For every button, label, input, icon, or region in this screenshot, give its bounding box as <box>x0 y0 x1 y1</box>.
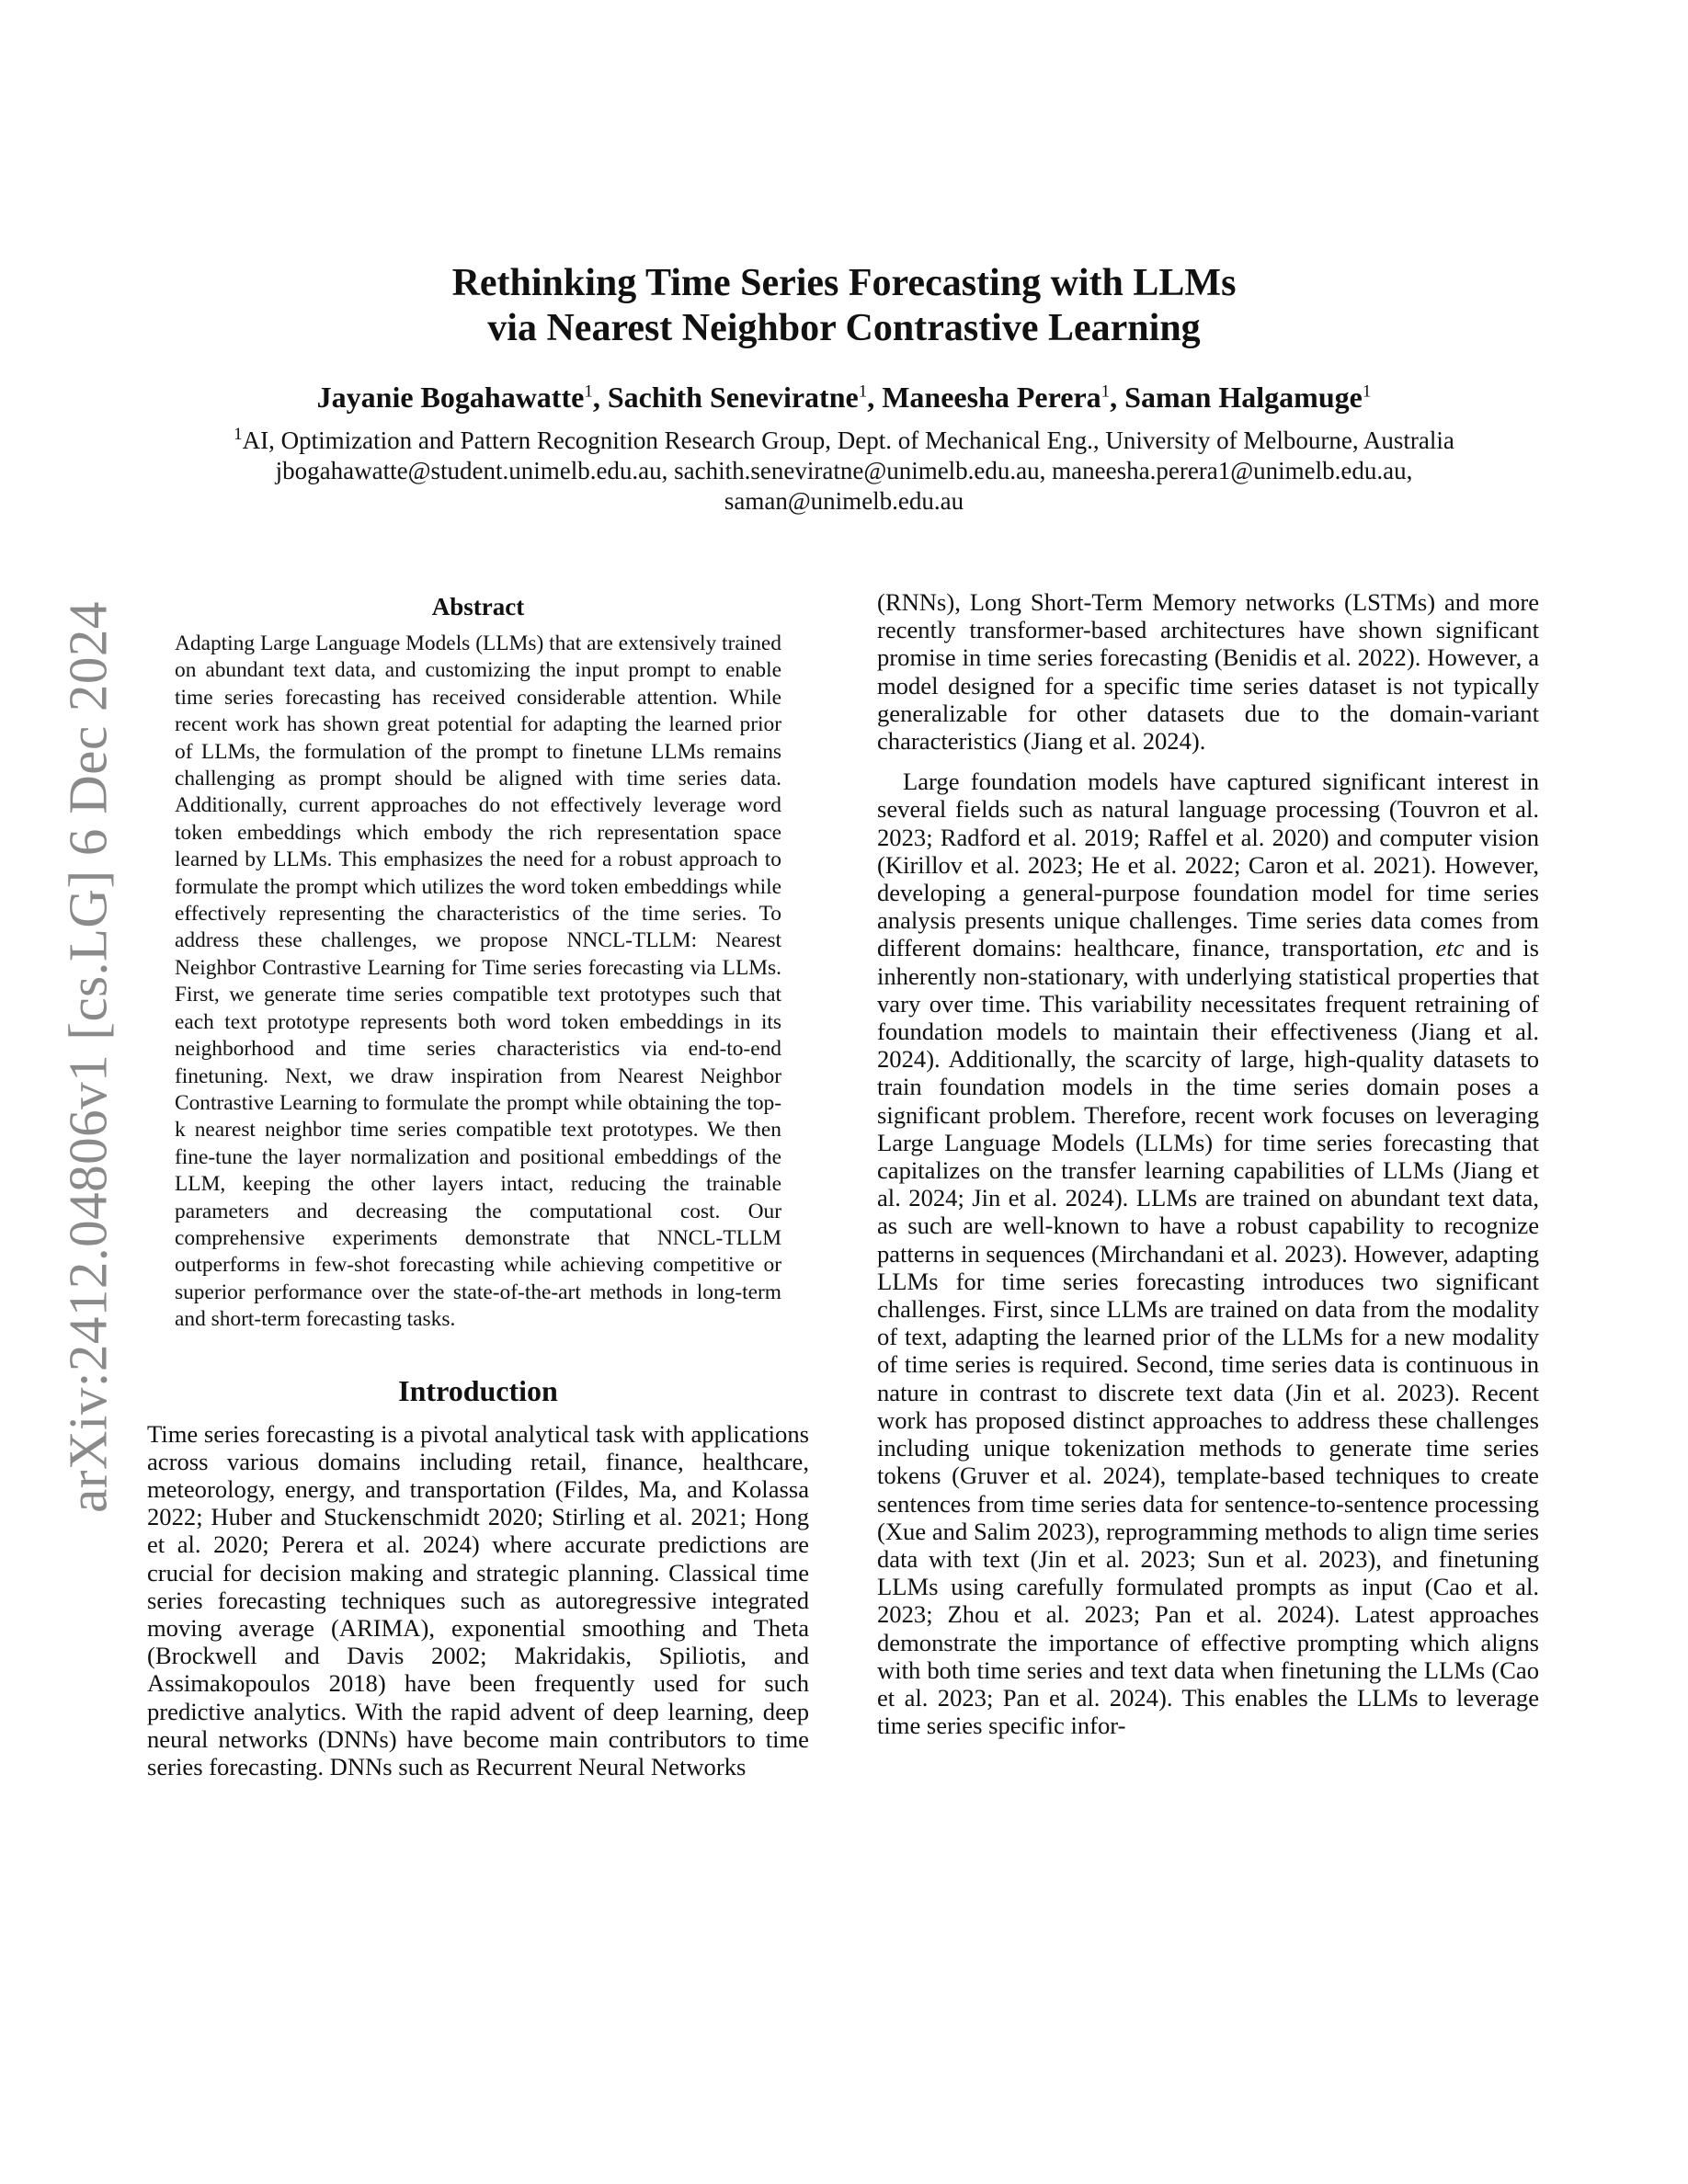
paragraph-text: Large foundation models have captured significant interest in several fields such as natural language processing (Touvron et al. 2023; Radford et al. 2019; Raffel et al. 2020) and computer vision (Kirillov et al. 2023; He et al. 2022; Caron et al. 2021). However, developing a general-purpose foundation model for time series analysis presents unique challenges. Time series data comes from different domains: healthcare, finance, transportation, <box>877 768 1539 962</box>
author-separator: , <box>592 381 608 414</box>
author-list <box>147 380 1541 415</box>
right-column <box>877 588 1539 1739</box>
affiliation-line <box>147 426 1541 456</box>
author-separator: , <box>1110 381 1125 414</box>
paper-title <box>147 261 1541 351</box>
paper-header <box>147 261 1541 517</box>
arxiv-identifier-stamp <box>33 588 143 1526</box>
arxiv-stamp-text: arXiv:2412.04806v1 [cs.LG] 6 Dec 2024 <box>57 601 119 1513</box>
author-affiliation-mark: 1 <box>1101 381 1111 402</box>
author-affiliation-mark: 1 <box>858 381 868 402</box>
author <box>1124 381 1371 414</box>
author-affiliation-mark: 1 <box>1362 381 1372 402</box>
affiliation-block <box>147 426 1541 517</box>
author-separator: , <box>867 381 883 414</box>
introduction-paragraph-2: (RNNs), Long Short-Term Memory networks (LSTMs) and more recently transformer-based architectures have shown significant promise in time series forecasting (Benidis et al. 2022). However, a model designed for a specific time series dataset is not typically generalizable for other datasets due to the domain-variant characteristics (Jiang et al. 2024). <box>877 588 1539 756</box>
author <box>882 381 1124 414</box>
affiliation-text: AI, Optimization and Pattern Recognition Research Group, Dept. of Mechanical Eng., University of Melbourne, Australia <box>242 427 1454 454</box>
introduction-paragraph-1: Time series forecasting is a pivotal analytical task with applications across various domains including retail, finance, healthcare, meteorology, energy, and transportation (Fildes, Ma, and Kolassa 2022; Huber and Stuckenschmidt 2020; Stirling et al. 2021; Hong et al. 2020; Perera et al. 2024) where accurate predictions are crucial for decision making and strategic planning. Classical time series forecasting techniques such as autoregressive integrated moving average (ARIMA), exponential smoothing and Theta (Brockwell and Davis 2002; Makridakis, Spiliotis, and Assimakopoulos 2018) have been frequently used for such predictive analytics. With the rapid advent of deep learning, deep neural networks (DNNs) have become main contributors to time series forecasting. DNNs such as Recurrent Neural Networks <box>147 1419 809 1780</box>
author-name: Maneesha Perera <box>882 381 1101 414</box>
author <box>608 381 882 414</box>
etc-emphasis: etc <box>1435 934 1465 962</box>
emails-line-2: saman@unimelb.edu.au <box>724 487 964 515</box>
author-name: Saman Halgamuge <box>1124 381 1363 414</box>
introduction-paragraph-3 <box>877 768 1539 1739</box>
paragraph-text: and is inherently non-stationary, with underlying statistical properties that vary over time. This variability necessitates frequent retraining of foundation models to maintain their effectiveness (Jiang et al. 2024). Additionally, the scarcity of large, high-quality datasets to train foundation models in the time series domain poses a significant problem. Therefore, recent work focuses on leveraging Large Language Models (LLMs) for time series forecasting that capitalizes on the transfer learning capabilities of LLMs (Jiang et al. 2024; Jin et al. 2024). LLMs are trained on abundant text data, as such are well-known to have a robust capability to recognize patterns in sequences (Mirchandani et al. 2023). However, adapting LLMs for time series forecasting introduces two significant challenges. First, since LLMs are trained on data from the modality of text, adapting the learned prior of the LLMs for a new modality of time series is required. Second, time series data is continuous in nature in contrast to discrete text data (Jin et al. 2023). Recent work has proposed distinct approaches to address these challenges including unique tokenization methods to generate time series tokens (Gruver et al. 2024), template-based techniques to create sentences from time series data for sentence-to-sentence processing (Xue and Salim 2023), reprogramming methods to align time series data with text (Jin et al. 2023; Sun et al. 2023), and finetuning LLMs using carefully formulated prompts as input (Cao et al. 2023; Zhou et al. 2023; Pan et al. 2024). Latest approaches demonstrate the importance of effective prompting which aligns with both time series and text data when finetuning the LLMs (Cao et al. 2023; Pan et al. 2024). This enables the LLMs to leverage time series specific infor- <box>877 934 1539 1740</box>
introduction-heading: Introduction <box>398 1373 558 1407</box>
left-column <box>147 588 809 1780</box>
abstract-text: Adapting Large Language Models (LLMs) that are extensively trained on abundant text data, and customizing the input prompt to enable time series forecasting has received considerable attention. While recent work has shown great potential for adapting the learned prior of LLMs, the formulation of the prompt to finetune LLMs remains challenging as prompt should be aligned with time series data. Additionally, current approaches do not effectively leverage word token embeddings which embody the rich representation space learned by LLMs. This emphasizes the need for a robust approach to formulate the prompt which utilizes the word token embeddings while effectively representing the characteristics of the time series. To address these challenges, we propose NNCL-TLLM: Nearest Neighbor Contrastive Learning for Time series forecasting via LLMs. First, we generate time series compatible text prototypes such that each text prototype represents both word token embeddings in its neighborhood and time series characteristics via end-to-end finetuning. Next, we draw inspiration from Nearest Neighbor Contrastive Learning to formulate the prompt while obtaining the top-k nearest neighbor time series compatible text prototypes. We then fine-tune the layer normalization and positional embeddings of the LLM, keeping the other layers intact, reducing the trainable parameters and decreasing the computational cost. Our comprehensive experiments demonstrate that NNCL-TLLM outperforms in few-shot forecasting while achieving competitive or superior performance over the state-of-the-art methods in long-term and short-term forecasting tasks. <box>175 631 781 1332</box>
author <box>317 381 608 414</box>
author-name: Jayanie Bogahawatte <box>316 381 585 414</box>
emails-line-1: jbogahawatte@student.unimelb.edu.au, sachith.seneviratne@unimelb.edu.au, maneesha.perera1@unimelb.edu.au, <box>275 457 1413 484</box>
title-line-1: Rethinking Time Series Forecasting with LLMs <box>451 262 1237 304</box>
title-line-2: via Nearest Neighbor Contrastive Learning <box>487 307 1201 349</box>
abstract-heading: Abstract <box>431 593 525 620</box>
affiliation-mark: 1 <box>234 425 243 444</box>
author-name: Sachith Seneviratne <box>607 381 859 414</box>
author-affiliation-mark: 1 <box>584 381 593 402</box>
